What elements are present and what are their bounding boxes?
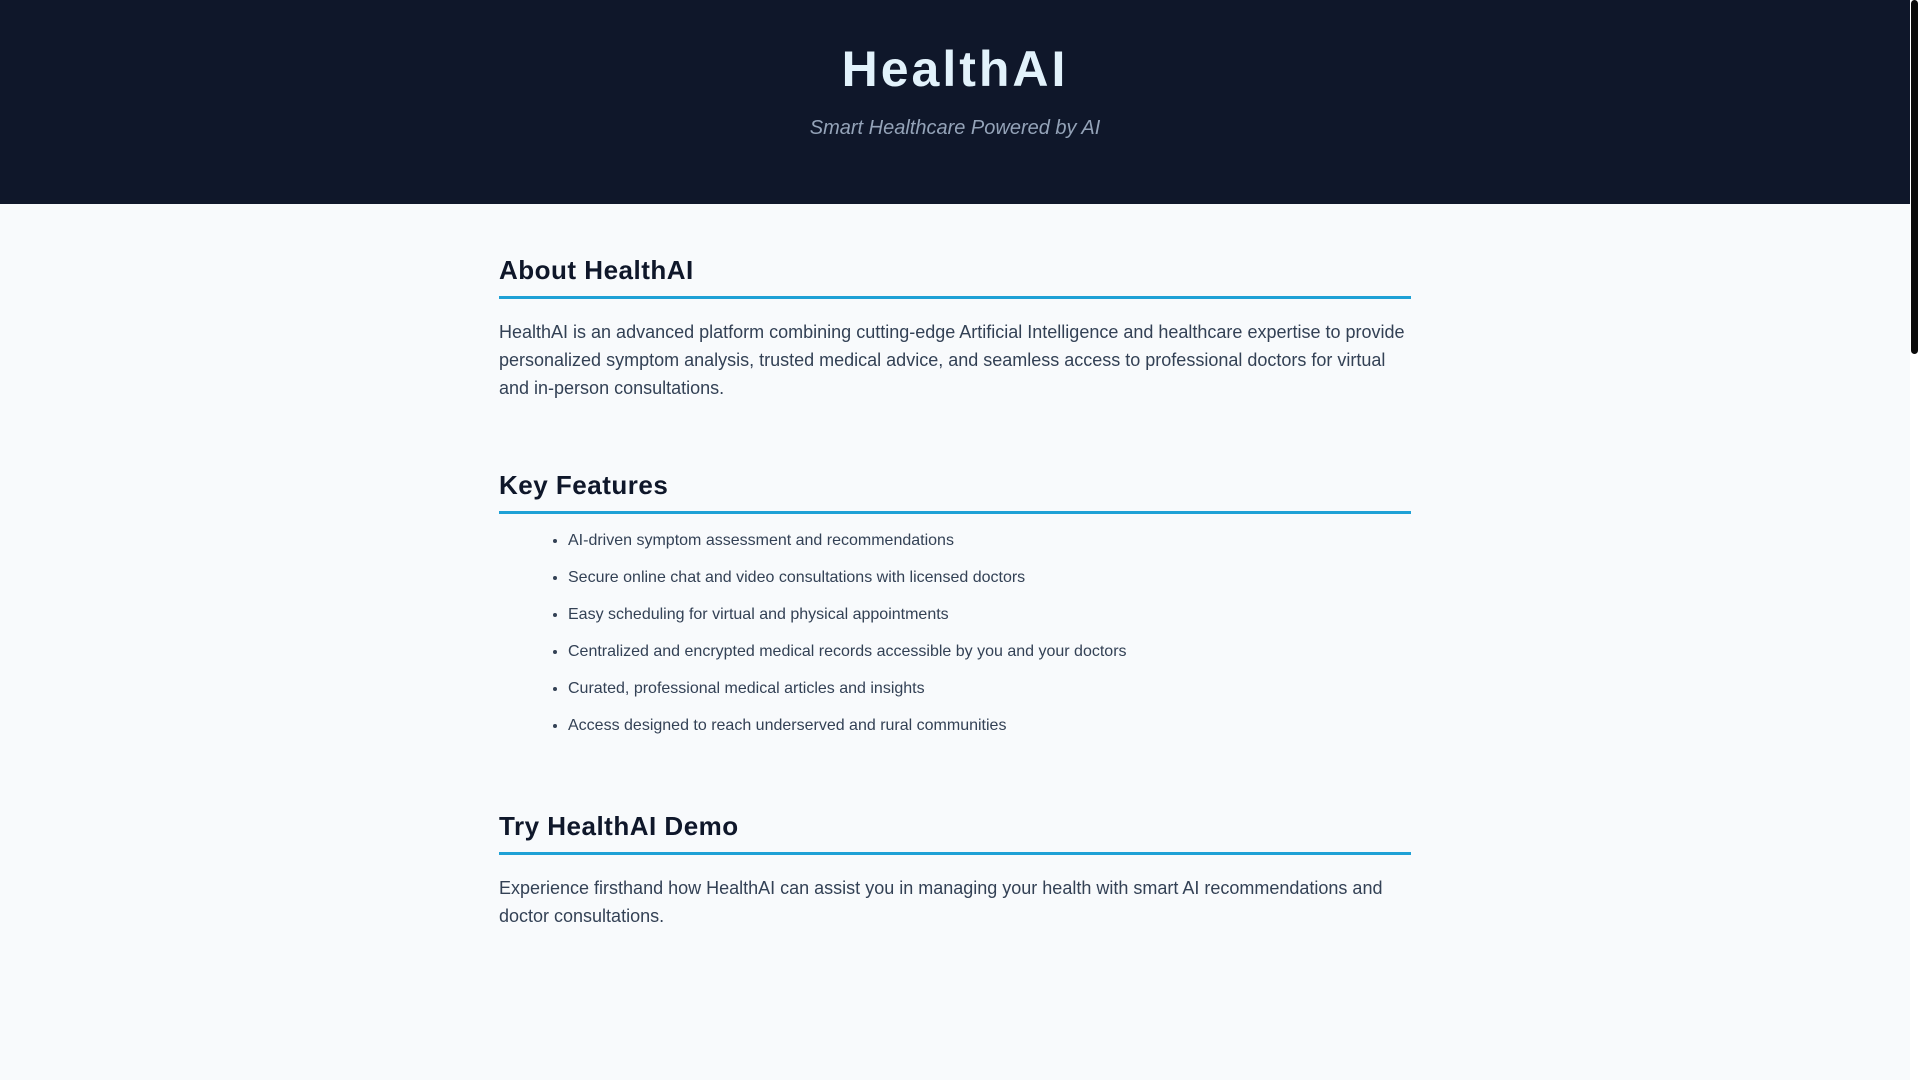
site-title: HealthAI [841, 41, 1069, 97]
demo-divider [499, 852, 1411, 855]
feature-item: • Secure online chat and video consultations with licensed doctors [568, 567, 1411, 588]
site-header [0, 0, 1910, 204]
site-tagline: Smart Healthcare Powered by AI [809, 117, 1101, 139]
feature-item: • Centralized and encrypted medical records accessible by you and your doctors [568, 641, 1411, 662]
demo-text: Experience firsthand how HealthAI can assist you in managing your health with smart AI recommendations and doctor consultations. [499, 878, 1383, 926]
demo-section [499, 810, 1411, 930]
about-section [499, 254, 1411, 402]
about-heading: About HealthAI [499, 255, 694, 285]
tagline-container [0, 116, 1910, 140]
about-divider [499, 296, 1411, 299]
feature-list [499, 530, 1411, 736]
features-heading: Key Features [499, 470, 669, 500]
features-section [499, 469, 1411, 752]
feature-item: • AI-driven symptom assessment and recommendations [568, 530, 1411, 551]
demo-heading: Try HealthAI Demo [499, 811, 739, 841]
feature-item: • Easy scheduling for virtual and physical appointments [568, 604, 1411, 625]
about-text: HealthAI is an advanced platform combining cutting-edge Artificial Intelligence and healthcare expertise to provide personalized symptom analysis, trusted medical advice, and seamless access to professional doctors for virtual and in-person consultations. [499, 322, 1405, 398]
feature-item: • Access designed to reach underserved and rural communities [568, 715, 1411, 736]
features-divider [499, 511, 1411, 514]
scrollbar-thumb[interactable] [1911, 0, 1918, 354]
feature-item: • Curated, professional medical articles and insights [568, 678, 1411, 699]
